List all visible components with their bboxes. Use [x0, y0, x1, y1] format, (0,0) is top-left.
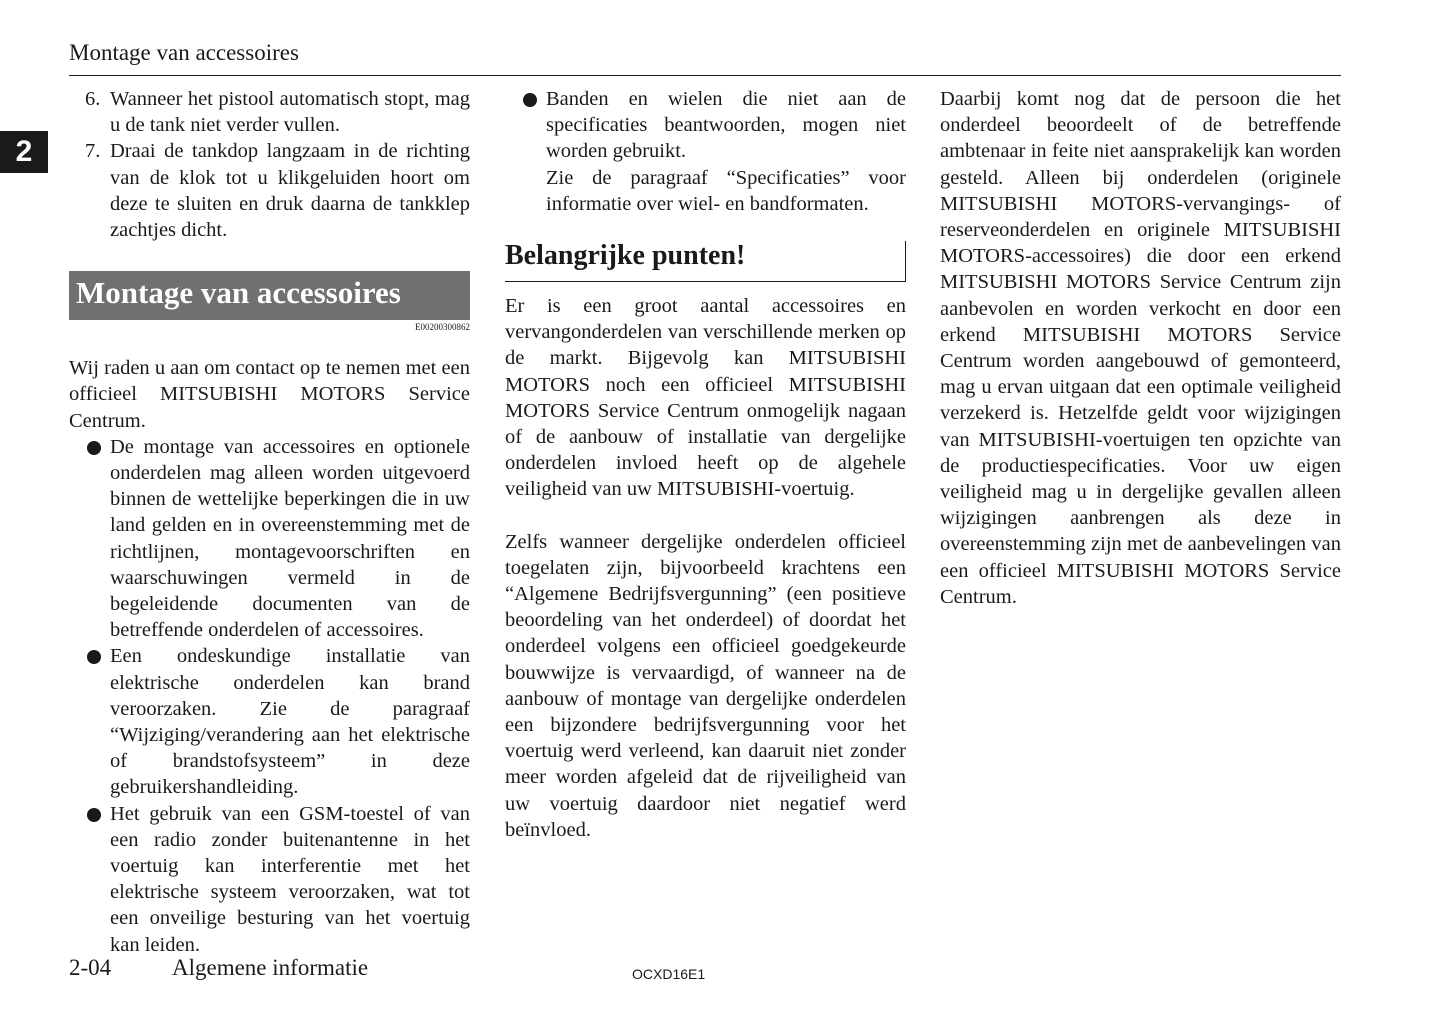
- list-item: [69, 86, 470, 138]
- paragraph: Er is een groot aantal accessoires en vervangonderdelen van verschillende merken op de markt. Bijgevolg kan MITSUBISHI MOTORS noch een officieel MITSUBISHI MOTORS Service Centrum onmogelijk nagaan of de aanbouw of installatie van dergelijke onderdelen invloed heeft op de algehele veiligheid van uw MITSUBISHI-voertuig.: [505, 295, 906, 501]
- list-item: [505, 86, 906, 217]
- paragraph: Daarbij komt nog dat de persoon die het onderdeel beoordeelt of de betreffende ambtenaar in feite niet aansprakelijk kan worden gesteld. Alleen bij onderdelen (originele MITSUBISHI MOTORS-vervangings- of reserveonderdelen en originele MITSUBISHI MOTORS-accessoires) die door een erkend MITSUBISHI MOTORS Service Centrum zijn aanbevolen en worden verkocht en door een erkend MITSUBISHI MOTORS Service Centrum worden aangebouwd of gemonteerd, mag u ervan uitgaan dat een optimale veiligheid verzekerd is. Hetzelfde geldt voor wijzigingen van MITSUBISHI-voertuigen ten opzichte van de productiespecificaties. Voor uw eigen veiligheid mag u in dergelijke gevallen alleen wijzigingen aanbrengen als deze in overeenstemming zijn met de aanbevelingen van een officieel MITSUBISHI MOTORS Service Centrum.: [940, 88, 1341, 608]
- column-left: [69, 86, 470, 958]
- bullet-list: [505, 86, 906, 217]
- step-number: 7.: [85, 140, 101, 163]
- step-list: [69, 86, 470, 243]
- column-right: [940, 86, 1341, 610]
- column-middle: [505, 86, 906, 843]
- list-item: [69, 801, 470, 958]
- bullet-icon: [87, 650, 101, 664]
- section-code: E00200300862: [415, 322, 470, 333]
- intro-paragraph: Wij raden u aan om contact op te nemen met een officieel MITSUBISHI MOTORS Service Centrum.: [69, 357, 470, 432]
- list-item: [69, 643, 470, 800]
- header-rule: [69, 75, 1341, 76]
- bullet-icon: [87, 441, 101, 455]
- step-number: 6.: [85, 88, 101, 110]
- section-title: Montage van accessoires: [69, 271, 470, 320]
- document-code: OCXD16E1: [632, 966, 706, 982]
- running-header: Montage van accessoires: [69, 40, 299, 65]
- subheading: Belangrijke punten!: [505, 241, 906, 282]
- list-item: [69, 138, 470, 243]
- bullet-text: De montage van accessoires en optionele onderdelen mag alleen worden uitgevoerd binnen de wettelijke beperkingen die in uw land gelden en in overeenstemming met de richtlijnen, montagevoorschriften en waarschuwingen vermeld in de begeleidende documenten van de betreffende onderdelen of accessoires.: [110, 435, 470, 642]
- bullet-note: Zie de paragraaf “Specificaties” voor informatie over wiel- en bandformaten.: [546, 166, 906, 215]
- bullet-text: Banden en wielen die niet aan de specificaties beantwoorden, mogen niet worden gebruikt.: [546, 88, 906, 163]
- bullet-text: Een ondeskundige installatie van elektrische onderdelen kan brand veroorzaken. Zie de paragraaf “Wijziging/verandering aan het elektrische of brandstofsysteem” in deze gebruikershandleiding.: [110, 645, 470, 799]
- paragraph: Zelfs wanneer dergelijke onderdelen officieel toegelaten zijn, bijvoorbeeld krachtens een “Algemene Bedrijfsvergunning” (een positieve beoordeling van het onderdeel) of doordat het onderdeel volgens een officieel goedgekeurde bouwwijze is vervaardigd, of wanneer na de aanbouw of montage van dergelijke onderdelen een bijzondere bedrijfsvergunning voor het voertuig werd verleend, kan daaruit niet zonder meer worden afgeleid dat de rijveiligheid van uw voertuig daardoor niet negatief werd beïnvloed.: [505, 530, 906, 841]
- bullet-icon: [87, 808, 101, 822]
- step-text: Draai de tankdop langzaam in de richting van de klok tot u klikgeluiden hoort om deze te sluiten en druk daarna de tankklep zachtjes dicht.: [110, 140, 470, 242]
- bullet-text: Het gebruik van een GSM-toestel of van een radio zonder buitenantenne in het voertuig kan interferentie met het elektrische systeem veroorzaken, wat tot een onveilige besturing van het voertuig kan leiden.: [110, 802, 470, 956]
- bullet-list: [69, 434, 470, 958]
- step-text: Wanneer het pistool automatisch stopt, mag u de tank niet verder vullen.: [110, 88, 470, 137]
- bullet-icon: [523, 93, 537, 107]
- list-item: [69, 434, 470, 644]
- footer-chapter: Algemene informatie: [172, 955, 369, 980]
- page-number: 2-04: [69, 955, 112, 980]
- chapter-tab: 2: [0, 131, 48, 173]
